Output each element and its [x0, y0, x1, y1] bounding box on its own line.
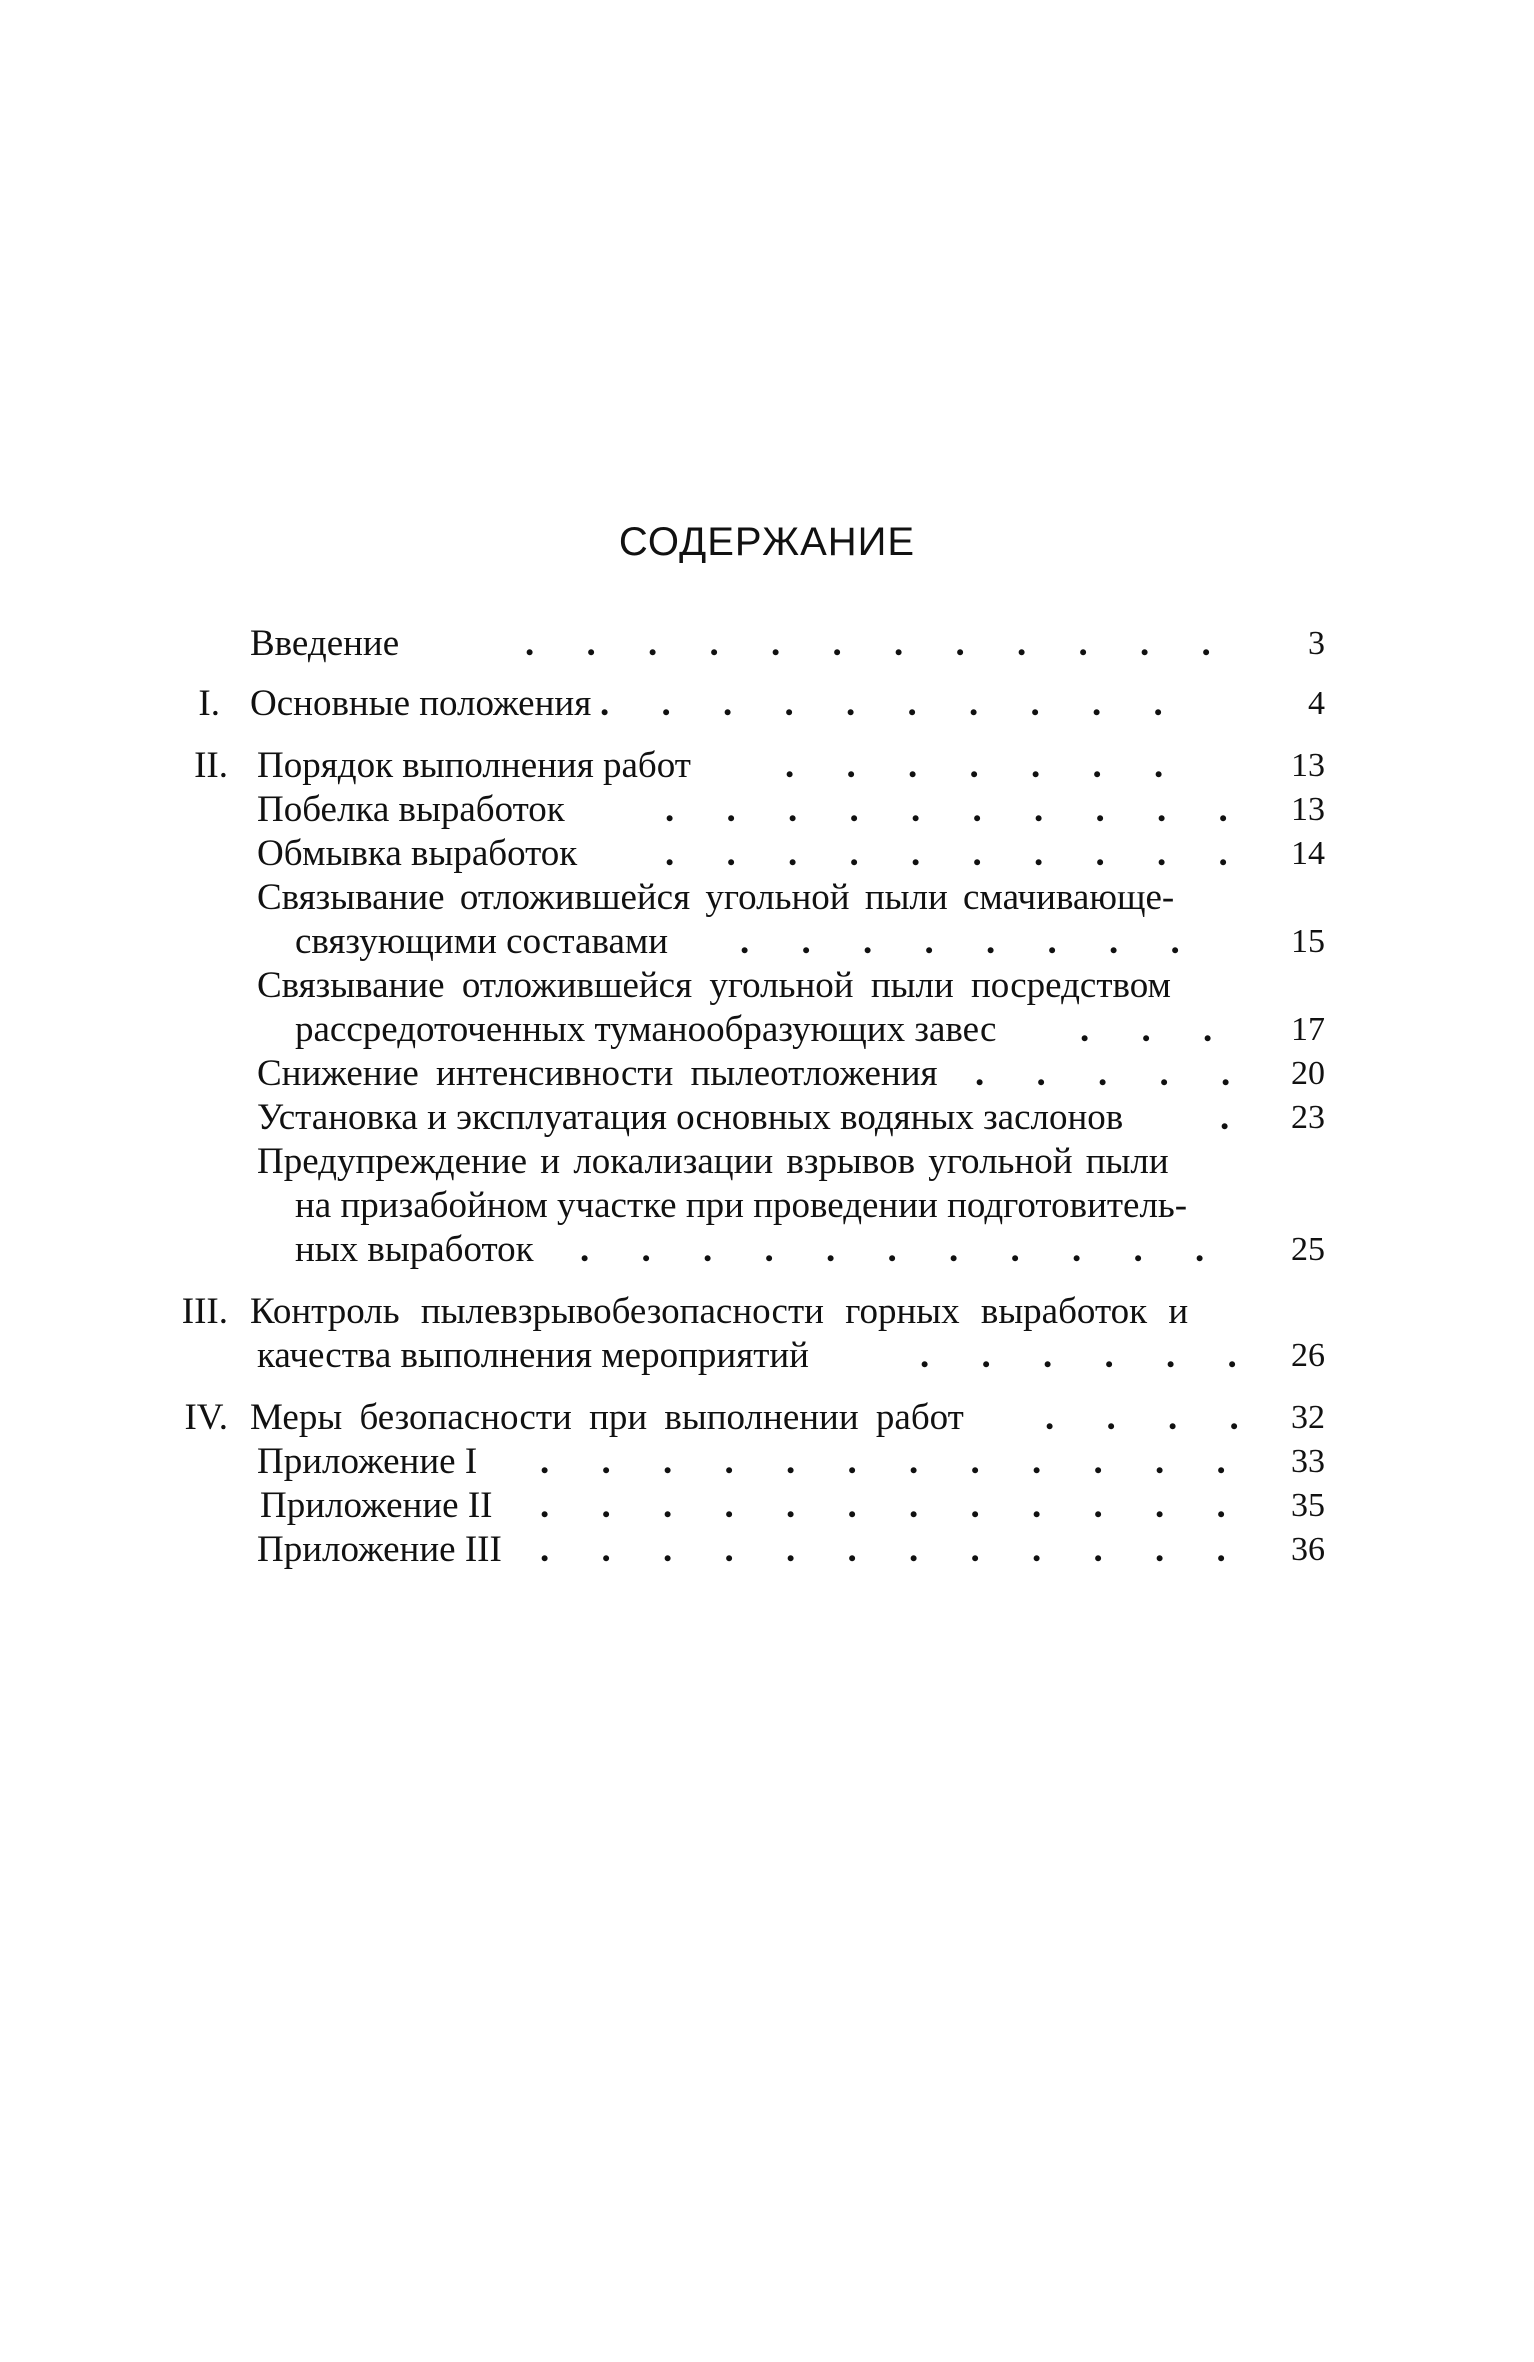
toc-entry-label: на призабойном участке при проведении подготовитель- — [295, 1185, 1188, 1226]
page-title: СОДЕРЖАНИЕ — [618, 520, 916, 564]
dot-leader: . . . . . . . . . . . — [580, 1229, 1226, 1270]
dot-leader: . . . . . . . . . . — [665, 789, 1250, 830]
dot-leader: . . . . . . . . . . — [665, 833, 1250, 874]
toc-entry-label: Предупреждение и локализации взрывов угольной пыли — [257, 1141, 1169, 1182]
toc-page-number: 36 — [1291, 1531, 1325, 1568]
toc-page-number: 32 — [1291, 1399, 1325, 1436]
dot-leader: . . . . — [1045, 1397, 1261, 1438]
dot-leader: . . . . . . . . . . . . — [540, 1529, 1248, 1570]
dot-leader: . — [1220, 1097, 1251, 1138]
dot-leader: . . . . . . . . . . — [600, 683, 1185, 724]
dot-leader: . . . . . . . . . . . . — [540, 1485, 1248, 1526]
toc-entry-label: качества выполнения мероприятий — [257, 1335, 809, 1376]
toc-entry-label: Порядок выполнения работ — [257, 745, 691, 786]
toc-entry-label: Введение — [250, 623, 400, 664]
toc-page-number: 23 — [1291, 1099, 1325, 1136]
toc-entry-label: Побелка выработок — [257, 789, 565, 830]
toc-entry-label: Приложение I — [257, 1441, 478, 1482]
dot-leader: . . . . . . . . — [740, 921, 1202, 962]
toc-page-number: 4 — [1308, 685, 1325, 722]
toc-entry-label: Контроль пылевзрывобезопасности горных выработок и — [250, 1291, 1189, 1332]
toc-entry-label: Связывание отложившейся угольной пыли смачивающе- — [257, 877, 1175, 918]
toc-entry-label: Установка и эксплуатация основных водяных заслонов — [257, 1097, 1124, 1138]
toc-entry-label: Связывание отложившейся угольной пыли посредством — [257, 965, 1171, 1006]
toc-page-number: 35 — [1291, 1487, 1325, 1524]
toc-section-number: II. — [194, 745, 228, 786]
dot-leader: . . . — [1080, 1009, 1234, 1050]
toc-section-number: I. — [198, 683, 220, 724]
toc-entry-label: Меры безопасности при выполнении работ — [250, 1397, 964, 1438]
dot-leader: . . . . . . . — [785, 745, 1185, 786]
toc-page-number: 33 — [1291, 1443, 1325, 1480]
toc-entry-label: рассредоточенных туманообразующих завес — [295, 1009, 997, 1050]
toc-page-number: 20 — [1291, 1055, 1325, 1092]
toc-page-number: 3 — [1308, 625, 1325, 662]
toc-entry-label: Обмывка выработок — [257, 833, 578, 874]
toc-entry-label: Приложение II — [260, 1485, 493, 1526]
toc-page-number: 25 — [1291, 1231, 1325, 1268]
toc-page-number: 14 — [1291, 835, 1325, 872]
toc-entry-label: Приложение III — [257, 1529, 502, 1570]
dot-leader: . . . . . — [975, 1053, 1252, 1094]
toc-page-number: 15 — [1291, 923, 1325, 960]
table-of-contents — [160, 0, 1360, 2362]
toc-section-number: III. — [181, 1291, 228, 1332]
dot-leader: . . . . . . — [920, 1335, 1259, 1376]
toc-page-number: 13 — [1291, 747, 1325, 784]
toc-page-number: 13 — [1291, 791, 1325, 828]
toc-section-number: IV. — [184, 1397, 228, 1438]
toc-entry-label: Снижение интенсивности пылеотложения — [257, 1053, 938, 1094]
toc-entry-label: ных выработок — [295, 1229, 534, 1270]
toc-page-number: 26 — [1291, 1337, 1325, 1374]
toc-entry-label: Основные положения — [250, 683, 592, 724]
toc-entry-label: связующими составами — [295, 921, 669, 962]
dot-leader: . . . . . . . . . . . . — [525, 623, 1233, 664]
dot-leader: . . . . . . . . . . . . — [540, 1441, 1248, 1482]
toc-page-number: 17 — [1291, 1011, 1325, 1048]
